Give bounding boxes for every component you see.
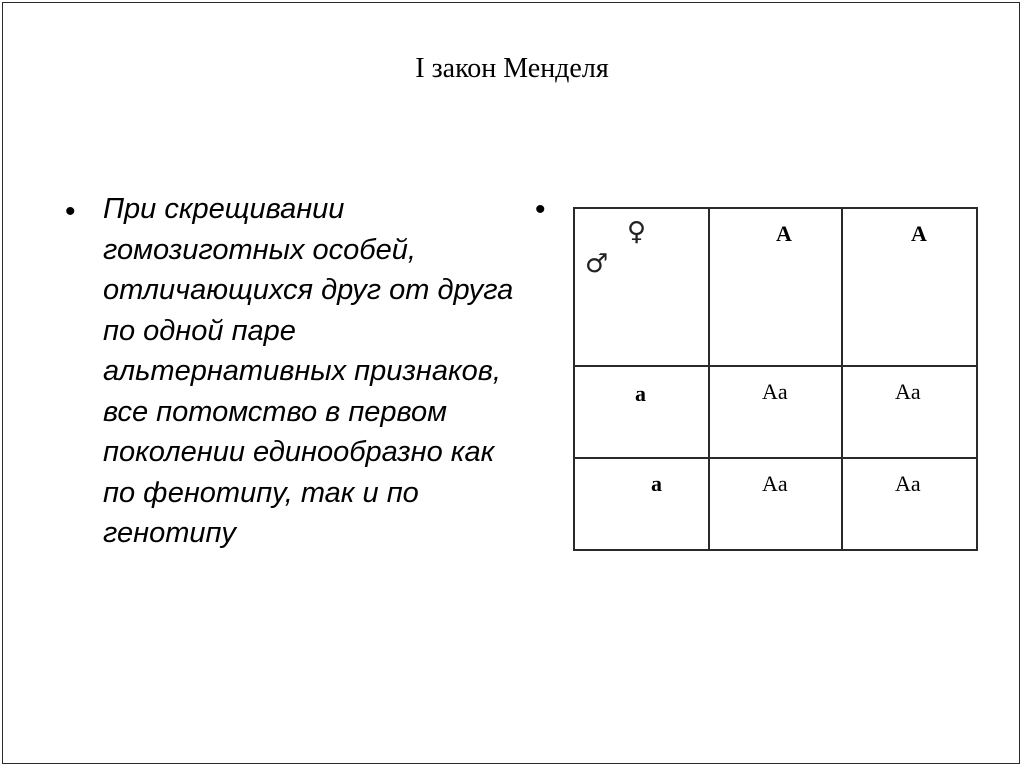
female-gamete-cell — [842, 208, 977, 366]
female-gamete-1: A — [776, 221, 792, 246]
punnett-header-row — [574, 208, 977, 366]
male-gamete-cell — [574, 366, 709, 458]
offspring-genotype: Aa — [762, 471, 788, 496]
offspring-cell — [842, 458, 977, 550]
offspring-cell — [842, 366, 977, 458]
female-gamete-cell — [709, 208, 842, 366]
female-symbol-icon: ♀ — [627, 217, 647, 247]
offspring-cell — [709, 366, 842, 458]
offspring-genotype: Aa — [895, 471, 921, 496]
female-gamete-2: A — [911, 221, 927, 246]
punnett-row — [574, 458, 977, 550]
offspring-cell — [709, 458, 842, 550]
law-statement: При скрещивании гомозиготных особей, отличающихся друг от друга по одной паре альтернативных признаков, все потомство в первом поколении единообразно как по фенотипу, так и по генотипу — [103, 193, 514, 549]
male-gamete-1: a — [635, 381, 646, 406]
male-gamete-2: a — [651, 471, 662, 496]
slide-frame — [2, 2, 1020, 764]
male-gamete-cell — [574, 458, 709, 550]
offspring-genotype: Aa — [895, 379, 921, 404]
offspring-genotype: Aa — [762, 379, 788, 404]
slide-title: I закон Менделя — [415, 53, 609, 84]
punnett-row — [574, 366, 977, 458]
bullet-left: • — [65, 195, 76, 228]
male-symbol-icon: ♂ — [585, 249, 609, 279]
punnett-square — [573, 207, 978, 551]
punnett-corner-cell — [574, 208, 709, 366]
bullet-right: • — [535, 193, 546, 226]
